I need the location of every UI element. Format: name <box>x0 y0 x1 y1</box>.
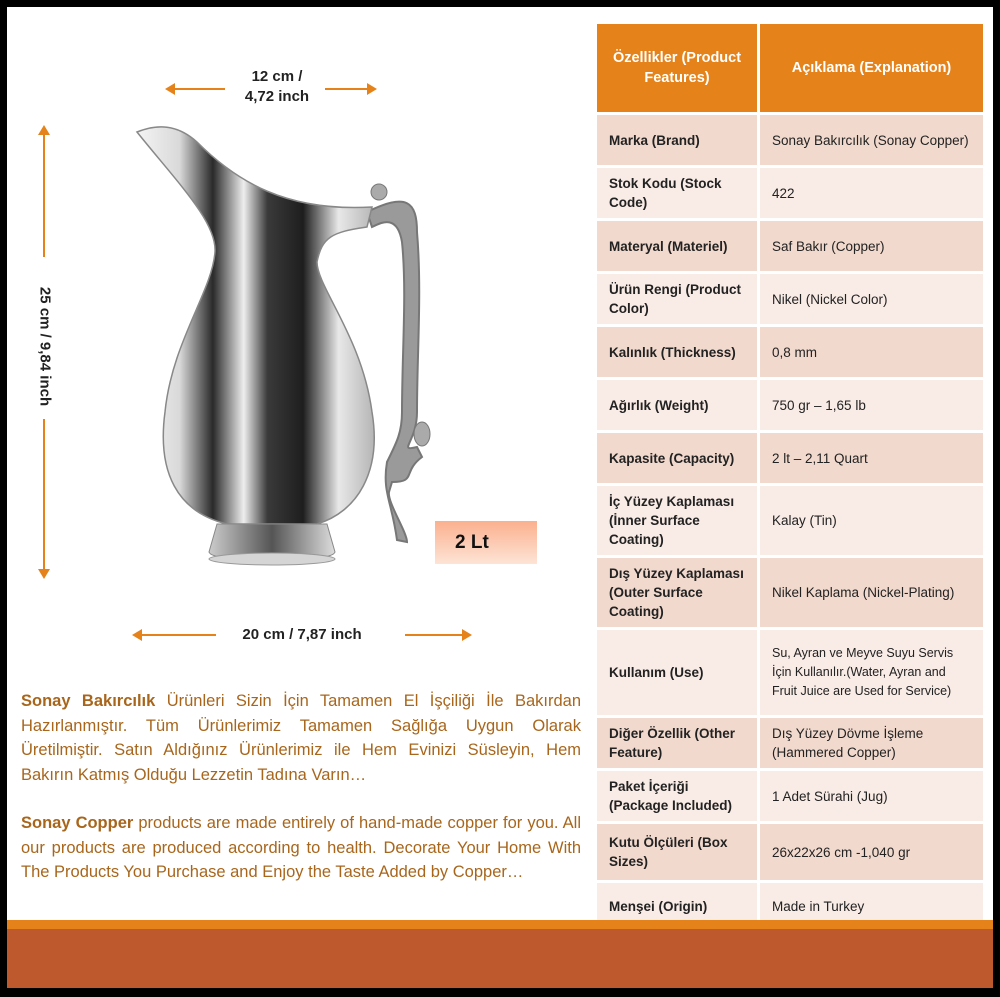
value-cell: Saf Bakır (Copper) <box>760 221 983 274</box>
header-explanation: Açıklama (Explanation) <box>760 24 983 115</box>
table-row <box>597 433 983 486</box>
table-row <box>597 718 983 771</box>
table-row <box>597 168 983 221</box>
brand-en: Sonay Copper <box>21 814 134 832</box>
top-width-line1: 12 cm / <box>251 68 303 85</box>
value-cell: Su, Ayran ve Meyve Suyu Servis İçin Kullanılır.(Water, Ayran and Fruit Juice are Used for Service) <box>760 630 983 718</box>
feature-cell: Marka (Brand) <box>597 115 760 168</box>
height-arrow-up <box>43 127 45 257</box>
bottom-arrow-right <box>405 634 470 636</box>
value-cell: 2 lt – 2,11 Quart <box>760 433 983 486</box>
bottom-arrow-left <box>134 634 216 636</box>
feature-cell: İç Yüzey Kaplaması (İnner Surface Coating) <box>597 486 760 558</box>
feature-cell: Kullanım (Use) <box>597 630 760 718</box>
product-sheet <box>7 7 993 988</box>
feature-cell: Ürün Rengi (Product Color) <box>597 274 760 327</box>
table-row <box>597 274 983 327</box>
footer-band <box>7 929 993 988</box>
text-en: products are made entirely of hand-made copper for you. All our products are produced according to health. Decorate Your Home With The Products You Purchase and Enjoy the Taste Added by Copper… <box>21 814 581 881</box>
value-cell: 1 Adet Sürahi (Jug) <box>760 771 983 824</box>
feature-cell: Kalınlık (Thickness) <box>597 327 760 380</box>
value-cell: Dış Yüzey Dövme İşleme (Hammered Copper) <box>760 718 983 771</box>
height-arrow-down <box>43 419 45 577</box>
feature-cell: Diğer Özellik (Other Feature) <box>597 718 760 771</box>
feature-cell: Dış Yüzey Kaplaması (Outer Surface Coating) <box>597 558 760 630</box>
feature-cell: Paket İçeriği (Package Included) <box>597 771 760 824</box>
footer-stripe <box>7 920 993 929</box>
text-tr: Ürünleri Sizin İçin Tamamen El İşçiliği İle Bakırdan Hazırlanmıştır. Tüm Ürünlerimiz Tamamen Sağlığa Uygun Olarak Üretilmiştir. Satın Aldığınız Ürünlerimiz ile Hem Evinizi Süsleyin, Hem Bakırın Katmış Olduğu Lezzetin Tadına Varın… <box>21 692 581 784</box>
feature-cell: Ağırlık (Weight) <box>597 380 760 433</box>
feature-cell: Kapasite (Capacity) <box>597 433 760 486</box>
value-cell: Nikel Kaplama (Nickel-Plating) <box>760 558 983 630</box>
value-cell: Nikel (Nickel Color) <box>760 274 983 327</box>
table-row <box>597 558 983 630</box>
table-row <box>597 115 983 168</box>
table-row <box>597 221 983 274</box>
top-width-label <box>217 67 337 107</box>
value-cell: 750 gr – 1,65 lb <box>760 380 983 433</box>
value-cell: Kalay (Tin) <box>760 486 983 558</box>
feature-cell: Kutu Ölçüleri (Box Sizes) <box>597 824 760 883</box>
capacity-badge: 2 Lt <box>435 521 537 564</box>
value-cell: Sonay Bakırcılık (Sonay Copper) <box>760 115 983 168</box>
value-cell: 0,8 mm <box>760 327 983 380</box>
spec-table <box>597 24 983 933</box>
value-cell: 26x22x26 cm -1,040 gr <box>760 824 983 883</box>
table-row <box>597 824 983 883</box>
feature-cell: Materyal (Materiel) <box>597 221 760 274</box>
width-arrow-right <box>325 88 375 90</box>
bottom-width-label: 20 cm / 7,87 inch <box>242 626 362 643</box>
description-english <box>21 811 581 885</box>
brand-tr: Sonay Bakırcılık <box>21 692 156 710</box>
top-width-line2: 4,72 inch <box>244 88 310 105</box>
height-label: 25 cm / 9,84 inch <box>36 286 54 407</box>
value-cell: 422 <box>760 168 983 221</box>
description-turkish <box>21 689 581 787</box>
value-cell: Made in Turkey <box>760 883 983 933</box>
header-features: Özellikler (Product Features) <box>597 24 760 115</box>
table-row <box>597 327 983 380</box>
table-row <box>597 630 983 718</box>
table-row <box>597 771 983 824</box>
table-row <box>597 486 983 558</box>
description <box>21 689 581 909</box>
feature-cell: Stok Kodu (Stock Code) <box>597 168 760 221</box>
table-row <box>597 380 983 433</box>
feature-cell: Menşei (Origin) <box>597 883 760 933</box>
table-header <box>597 24 983 115</box>
